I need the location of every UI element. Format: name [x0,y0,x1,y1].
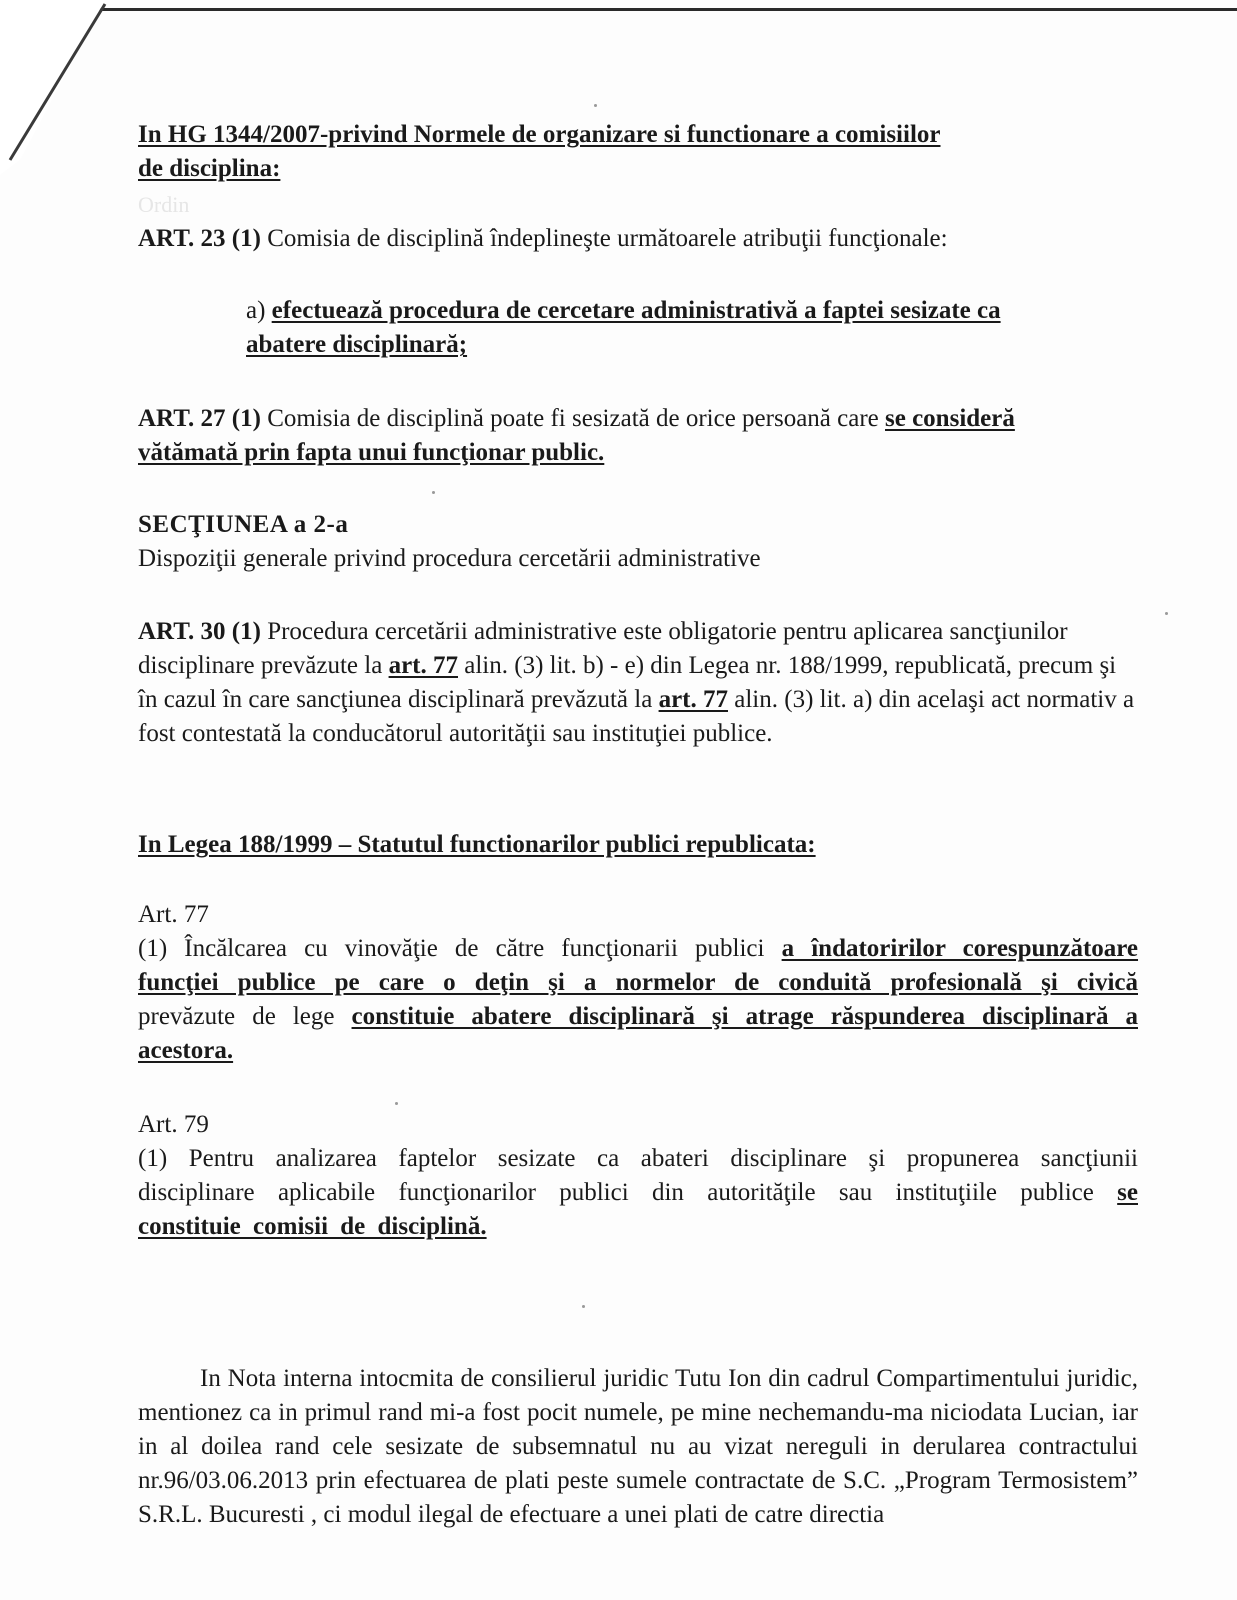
art27-block [138,402,1098,470]
section-subtitle: Dispoziţii generale privind procedura cercetării administrative [138,545,761,572]
scan-speck [582,1305,585,1308]
art30-text3: alin. (3) lit. a) din acelaşi act normativ a fost contestată la conducătorul autorităţii sau instituţiei publice. [138,686,1135,747]
art77-text2: prevăzute de lege [138,1003,335,1030]
hg-heading-line1: In HG 1344/2007-privind Normele de organizare si functionare a comisiilor [138,121,941,148]
art79-underlined: se constituie comisii de disciplină. [138,1179,1138,1240]
art79-label: Art. 79 [138,1111,209,1138]
art30-link-art77-second: art. 77 [658,686,728,713]
art27-text: Comisia de disciplină poate fi sesizată de orice persoană care [267,405,879,432]
section-title: SECŢIUNEA a 2-a [138,511,349,538]
art77-underlined-consequence: constituie abatere disciplinară şi atrage răspunderea disciplinară a acestora. [138,1003,1138,1064]
art30-block [138,615,1138,751]
scan-top-edge [90,8,1237,11]
section-block [138,508,1138,576]
scan-speck [432,491,435,494]
art23-block [138,222,998,256]
art79-text: Pentru analizarea faptelor sesizate ca abateri disciplinare şi propunerea sancţiunii disciplinare aplicabile funcţionarilor publici din autorităţile sau instituţiile publice [138,1145,1139,1206]
art23-item-letter: a) [246,297,266,324]
art77-underlined-duties: a îndatoririlor corespunzătoare funcţiei publice pe care o deţin şi a normelor de conduită profesională şi civică [138,935,1139,996]
art27-label: ART. 27 (1) [138,405,261,432]
art23-label: ART. 23 (1) [138,225,261,252]
scan-speck [395,1102,398,1105]
art79-body [138,1142,1138,1244]
art77-label: Art. 77 [138,901,209,928]
faded-stamp-text: Ordin [138,192,190,217]
art23-item-a [138,294,1048,362]
art77-num: (1) [138,935,168,962]
art30-text2: alin. (3) lit. b) - e) din Legea nr. 188/1999, republicată, precum şi în cazul în care sancţiunea disciplinară prevăzută la [138,652,1117,713]
art79-block [138,1108,1138,1244]
art30-label: ART. 30 (1) [138,618,261,645]
hg-heading [138,118,1138,186]
art30-text1: Procedura cercetării administrative este obligatorie pentru aplicarea sancţiunilor disciplinare prevăzute la [138,618,1068,679]
scan-corner-shadow [0,0,120,180]
hg-heading-line2: de disciplina: [138,155,281,182]
art77-body [138,932,1138,1068]
art77-text1: Încălcarea cu vinovăţie de către funcţionarii publici [184,935,765,962]
art77-block [138,898,1138,1068]
art23-item-text: efectuează procedura de cercetare administrativă a faptei sesizate ca abatere disciplinară; [246,297,1001,358]
art27-underlined: se consideră vătămată prin fapta unui funcţionar public. [138,405,1015,466]
scan-speck [1165,612,1168,615]
art23-text: Comisia de disciplină îndeplineşte următoarele atribuţii funcţionale: [267,225,948,252]
lege-heading: In Legea 188/1999 – Statutul functionarilor publici republicata: [138,831,816,858]
art79-num: (1) [138,1145,168,1172]
closing-paragraph: In Nota interna intocmita de consilierul juridic Tutu Ion din cadrul Compartimentului juridic, mentionez ca in primul rand mi-a fost pocit numele, pe mine nechemandu-ma niciodata Lucian, iar in al doilea rand cele sesizate de subsemnatul nu au vizat nereguli in derularea contractului nr.96/03.06.2013 prin efectuarea de plati peste sumele contractate de S.C. „Program Termosistem” S.R.L. Bucuresti , ci modul ilegal de efectuare a unei plati de catre directia [138,1365,1138,1528]
scan-speck [594,104,597,107]
art30-link-art77: art. 77 [388,652,458,679]
